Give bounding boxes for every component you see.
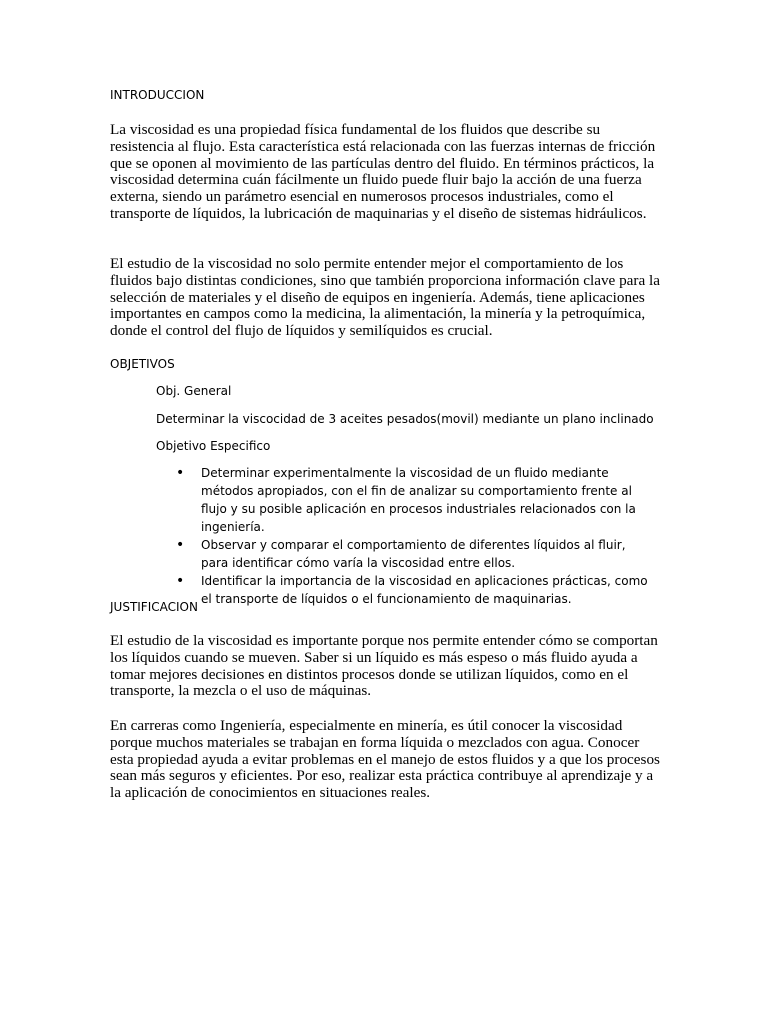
general-objective-label: Obj. General: [156, 384, 232, 398]
specific-objective-text: Determinar experimentalmente la viscosidad de un fluido mediante métodos apropiados, con el fin de analizar su comportamiento frente al flujo y su posible aplicación en procesos industriales relacionados con la ingeniería.: [201, 466, 636, 534]
specific-objective-text: Identificar la importancia de la viscosidad en aplicaciones prácticas, como el transporte de líquidos o el funcionamiento de maquinarias.: [201, 574, 648, 606]
bullet-icon: •: [176, 537, 185, 553]
justification-heading: JUSTIFICACION: [110, 600, 198, 614]
intro-paragraph-1: La viscosidad es una propiedad física fundamental de los fluidos que describe su resistencia al flujo. Esta característica está relacionada con las fuerzas internas de fricción que se oponen al movimiento de las partículas dentro del fluido. En términos prácticos, la viscosidad determina cuán fácilmente un fluido puede fluir bajo la acción de una fuerza externa, siendo un parámetro esencial en numerosos procesos industriales, como el transporte de líquidos, la lubricación de maquinarias y el diseño de sistemas hidráulicos.: [110, 121, 656, 222]
specific-objective-text: Observar y comparar el comportamiento de diferentes líquidos al fluir, para identificar cómo varía la viscosidad entre ellos.: [201, 538, 626, 570]
intro-paragraph-2: El estudio de la viscosidad no solo permite entender mejor el comportamiento de los fluidos bajo distintas condiciones, sino que también proporciona información clave para la selección de materiales y el diseño de equipos en ingeniería. Además, tiene aplicaciones importantes en campos como la medicina, la alimentación, la minería y la petroquímica, donde el control del flujo de líquidos y semilíquidos es crucial.: [110, 255, 660, 340]
justification-paragraph-1: El estudio de la viscosidad es importante porque nos permite entender cómo se comportan los líquidos cuando se mueven. Saber si un líquido es más espeso o más fluido ayuda a tomar mejores decisiones en distintos procesos donde se utilizan líquidos, como en el transporte, la mezcla o el uso de máquinas.: [110, 632, 658, 700]
list-item: [156, 572, 656, 608]
list-item: [156, 464, 656, 536]
specific-objectives-list: [156, 464, 656, 608]
intro-heading: INTRODUCCION: [110, 88, 205, 102]
bullet-icon: •: [176, 573, 185, 589]
objectives-heading: OBJETIVOS: [110, 357, 175, 371]
justification-paragraph-2: En carreras como Ingeniería, especialmente en minería, es útil conocer la viscosidad porque muchos materiales se trabajan en forma líquida o mezclados con agua. Conocer esta propiedad ayuda a evitar problemas en el manejo de estos fluidos y a que los procesos sean más seguros y eficientes. Por eso, realizar esta práctica contribuye al aprendizaje y a la aplicación de conocimientos en situaciones reales.: [110, 717, 660, 802]
bullet-icon: •: [176, 465, 185, 481]
specific-objective-label: Objetivo Especifico: [156, 439, 271, 453]
list-item: [156, 536, 656, 572]
general-objective-text: Determinar la viscocidad de 3 aceites pesados(movil) mediante un plano inclinado: [156, 412, 654, 426]
